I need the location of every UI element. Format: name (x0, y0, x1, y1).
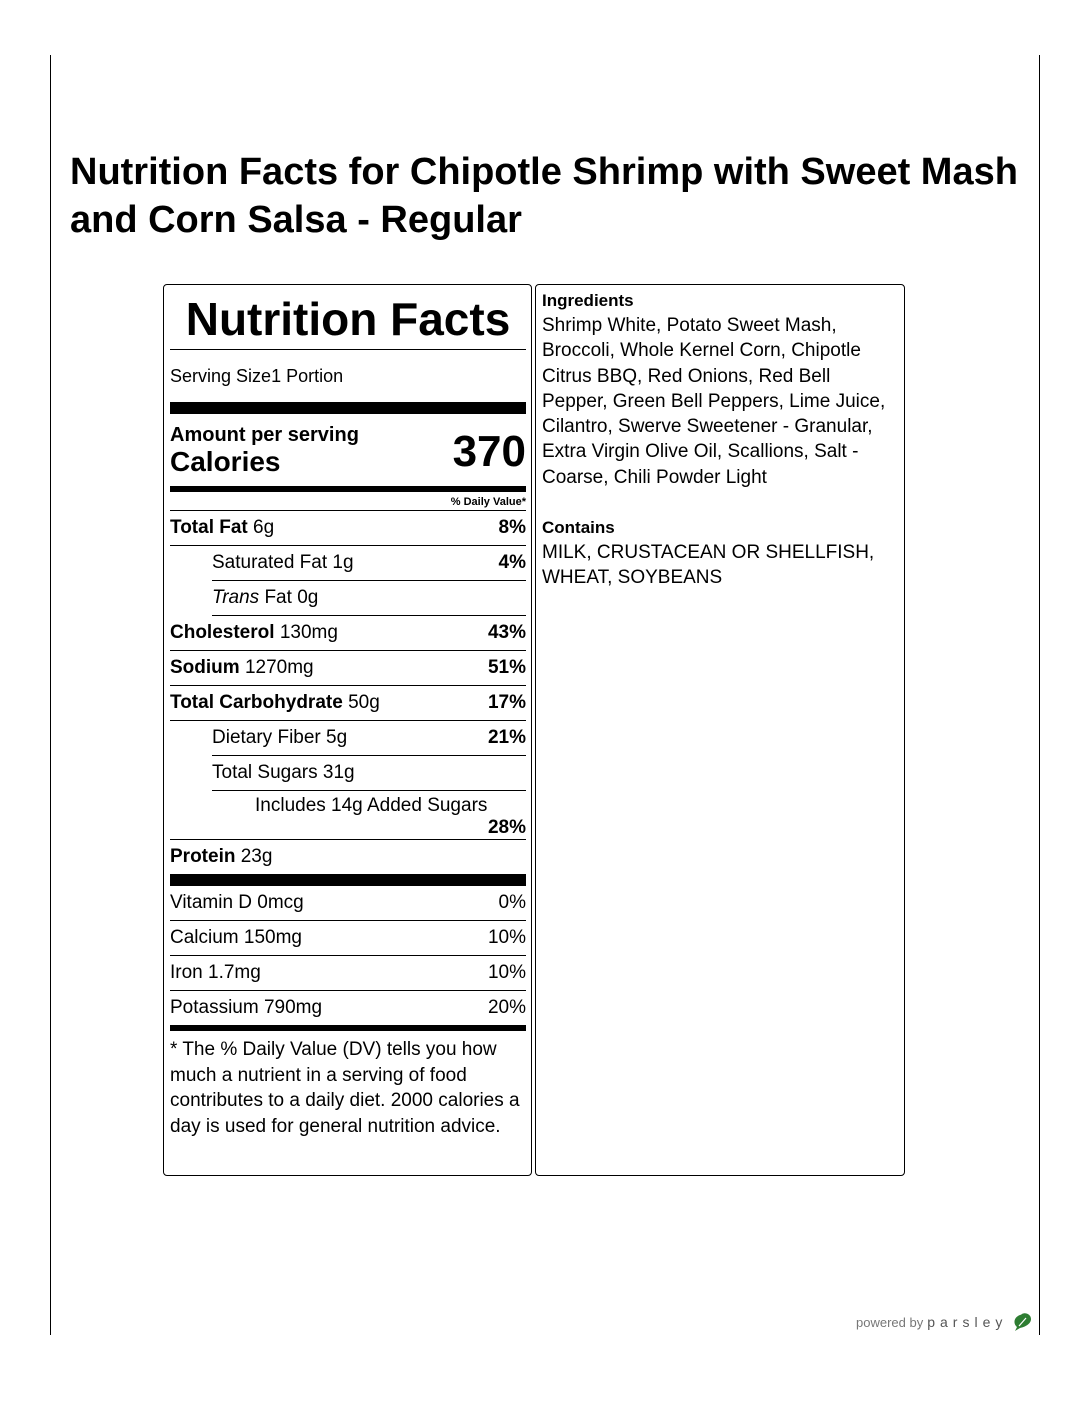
nutrient-amount: 1g (332, 552, 354, 573)
nutrient-row-dietary-fiber (212, 721, 526, 756)
serving-size (170, 350, 526, 402)
nutrient-label: Dietary Fiber (212, 727, 321, 748)
nutrient-row-protein (170, 840, 526, 874)
nutrient-amount: 0g (297, 587, 319, 608)
nutrient-row-saturated-fat (212, 546, 526, 581)
nutrient-row-total-sugars (212, 756, 526, 791)
vitamin-dv: 20% (487, 997, 526, 1018)
daily-value-header: % Daily Value* (170, 492, 526, 511)
nutrient-dv: 21% (487, 727, 526, 748)
nutrient-amount: 5g (326, 727, 348, 748)
page-title: Nutrition Facts for Chipotle Shrimp with Sweet Mash and Corn Salsa - Regular (70, 151, 1018, 241)
ingredients-panel (535, 284, 905, 1176)
page-border-left (50, 55, 51, 1335)
leaf-icon (1011, 1312, 1033, 1332)
nutrient-amount: 6g (253, 517, 275, 538)
nutrient-amount: 130mg (279, 622, 338, 643)
nutrient-row-added-sugars (170, 791, 526, 840)
calories-value: 370 (452, 427, 526, 476)
vitamin-row (170, 991, 526, 1025)
vitamin-row (170, 921, 526, 956)
daily-value-footnote: * The % Daily Value (DV) tells you how much a nutrient in a serving of food contributes to a daily diet. 2000 calories a day is used for general nutrition advice. (170, 1039, 520, 1137)
ingredients-heading: Ingredients (542, 291, 634, 310)
vitamin-dv: 10% (487, 962, 526, 983)
nutrient-amount: 1270mg (244, 657, 314, 678)
vitamin-label: Potassium 790mg (170, 997, 323, 1018)
nutrient-dv: 17% (487, 692, 526, 713)
serving-size-value: 1 Portion (271, 366, 344, 386)
nutrient-dv: 43% (487, 622, 526, 643)
calories-label: Calories (170, 446, 281, 477)
vitamin-label: Calcium 150mg (170, 927, 302, 948)
vitamin-row (170, 886, 526, 921)
powered-by-label: powered by (856, 1314, 924, 1330)
nutrient-dv: 51% (487, 657, 526, 678)
serving-size-label: Serving Size (170, 366, 272, 386)
vitamin-dv: 0% (498, 892, 526, 913)
contains-text: MILK, CRUSTACEAN OR SHELLFISH, WHEAT, SOYBEANS (542, 542, 875, 589)
nutrient-label: Total Carbohydrate (170, 692, 343, 713)
nutrient-label: Total Sugars (212, 762, 318, 783)
nutrient-label: Protein (170, 846, 236, 867)
nutrient-row-total-carbohydrate (170, 686, 526, 721)
nutrient-label: Saturated Fat (212, 552, 328, 573)
nutrient-label: Sodium (170, 657, 240, 678)
divider-thick (170, 402, 526, 414)
nutrient-row-total-fat (170, 511, 526, 546)
powered-by-parsley (856, 1312, 1033, 1332)
vitamin-dv: 10% (487, 927, 526, 948)
divider-thick (170, 874, 526, 886)
nutrient-amount: 50g (348, 692, 380, 713)
page-border-right (1039, 55, 1040, 1335)
brand-name: parsley (927, 1314, 1008, 1330)
nutrient-amount: 31g (322, 762, 355, 783)
nutrient-label: Cholesterol (170, 622, 275, 643)
nutrition-facts-heading: Nutrition Facts (170, 291, 526, 350)
amount-per-serving: Amount per serving (170, 424, 359, 446)
nutrient-label: Trans (212, 587, 260, 608)
calories-section (170, 414, 526, 486)
vitamin-row (170, 956, 526, 991)
nutrient-dv: 8% (498, 517, 526, 538)
nutrient-dv: 4% (498, 552, 526, 573)
nutrient-row-cholesterol (170, 616, 526, 651)
vitamin-label: Vitamin D 0mcg (170, 892, 304, 913)
nutrient-dv: 28% (487, 817, 526, 838)
nutrient-amount: 23g (240, 846, 273, 867)
nutrient-row-trans-fat (212, 581, 526, 616)
nutrient-label: Includes 14g Added Sugars (255, 795, 488, 816)
contains-heading: Contains (542, 518, 615, 538)
nutrient-label: Total Fat (170, 517, 248, 538)
nutrient-label-suffix: Fat (264, 587, 292, 608)
nutrition-facts-label (163, 284, 532, 1176)
vitamin-label: Iron 1.7mg (170, 962, 261, 983)
nutrient-row-sodium (170, 651, 526, 686)
ingredients-text: Shrimp White, Potato Sweet Mash, Broccoli, Whole Kernel Corn, Chipotle Citrus BBQ, Red Onions, Red Bell Pepper, Green Bell Peppers, Lime Juice, Cilantro, Swerve Sweetener - Granular, Extra Virgin Olive Oil, Scallions, Salt - Coarse, Chili Powder Light (542, 315, 886, 488)
